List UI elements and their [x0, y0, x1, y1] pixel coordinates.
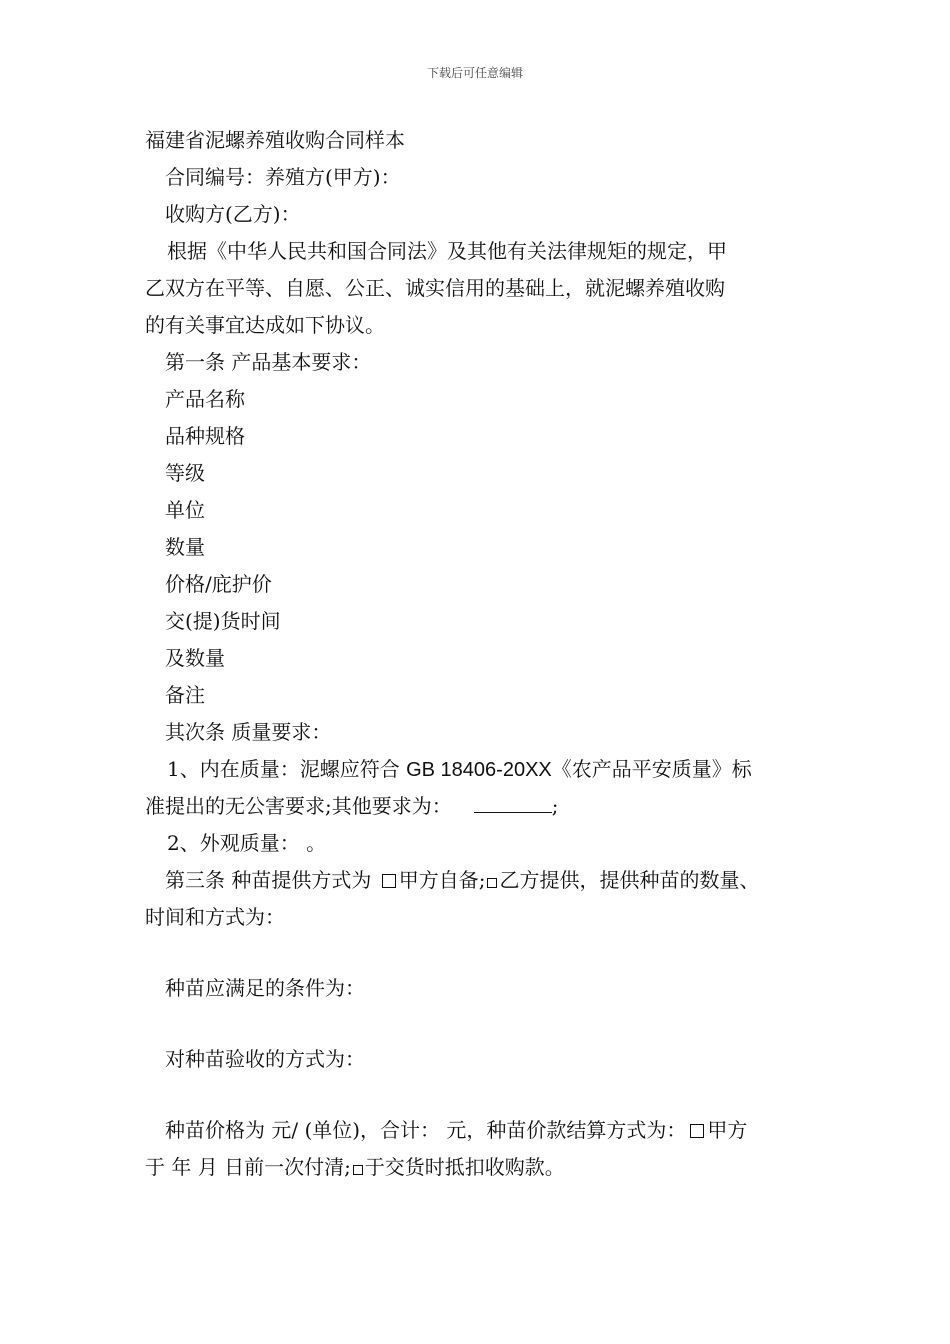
other-requirements-blank: [474, 790, 552, 813]
article-1-heading: 第一条 产品基本要求：: [165, 350, 372, 374]
seedling-price-cont: 于 年 月 日前一次付清; 于交货时抵扣收购款。: [145, 1155, 565, 1179]
field-product-name: 产品名称: [165, 387, 245, 411]
standard-code: GB 18406-20XX: [406, 759, 552, 781]
quality-item-2: 2、外观质量： 。: [167, 831, 327, 855]
quality-item-1: 1、内在质量：泥螺应符合 GB 18406-20XX《农产品平安质量》标: [167, 757, 752, 781]
field-delivery-time: 交(提)货时间: [165, 609, 281, 633]
checkbox-one-time-payment[interactable]: [690, 1124, 704, 1138]
field-quantity: 数量: [165, 535, 205, 559]
intro-line-2: 乙双方在平等、自愿、公正、诚实信用的基础上，就泥螺养殖收购: [145, 276, 725, 300]
seedling-conditions: 种苗应满足的条件为：: [165, 976, 365, 1000]
contract-document: [145, 122, 825, 1186]
checkbox-party-a-self-supply[interactable]: [382, 874, 396, 888]
checkbox-deduct-on-delivery[interactable]: [353, 1165, 363, 1175]
article-3-line: 第三条 种苗提供方式为 甲方自备; 乙方提供，提供种苗的数量、: [165, 868, 760, 892]
intro-line-3: 的有关事宜达成如下协议。: [145, 313, 385, 337]
party-b-line: 收购方(乙方)：: [165, 202, 301, 226]
field-delivery-quantity: 及数量: [165, 646, 225, 670]
field-variety-spec: 品种规格: [165, 424, 245, 448]
field-unit: 单位: [165, 498, 205, 522]
article-3-cont: 时间和方式为：: [145, 905, 285, 929]
seedling-price-line: 种苗价格为 元/ (单位)，合计： 元，种苗价款结算方式为： 甲方: [165, 1118, 748, 1142]
contract-number-line: 合同编号：养殖方(甲方)：: [165, 165, 401, 189]
contract-title: 福建省泥螺养殖收购合同样本: [145, 128, 405, 152]
seedling-acceptance: 对种苗验收的方式为：: [165, 1047, 365, 1071]
field-remarks: 备注: [165, 683, 205, 707]
page-header-note: 下载后可任意编辑: [426, 66, 523, 80]
checkbox-party-b-supply[interactable]: [487, 878, 497, 888]
article-2-heading: 其次条 质量要求：: [165, 720, 332, 744]
field-grade: 等级: [165, 461, 205, 485]
field-price: 价格/庇护价: [165, 572, 272, 596]
quality-item-1-cont: 准提出的无公害要求;其他要求为： ;: [145, 788, 825, 825]
intro-line-1: 根据《中华人民共和国合同法》及其他有关法律规矩的规定，甲: [167, 239, 727, 263]
